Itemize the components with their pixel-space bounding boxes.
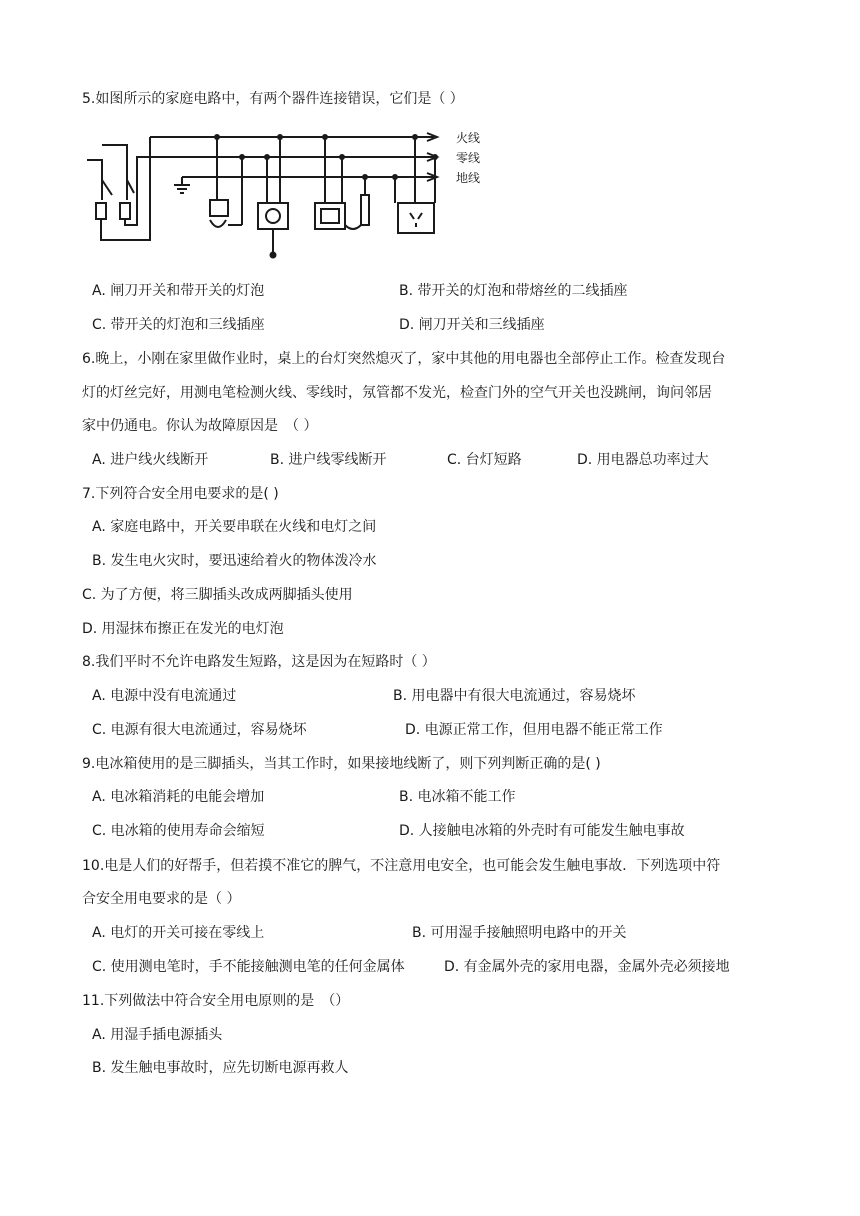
q7-option-c[interactable]: C. 为了方便，将三脚插头改成两脚插头使用: [82, 587, 353, 603]
q6-option-b[interactable]: B. 进户线零线断开: [270, 452, 387, 468]
q9-option-a[interactable]: A. 电冰箱消耗的电能会增加: [92, 789, 265, 805]
q6-option-a[interactable]: A. 进户线火线断开: [92, 452, 209, 468]
q7-option-b[interactable]: B. 发生电火灾时，要迅速给着火的物体泼冷水: [92, 553, 377, 569]
household-circuit-diagram: [82, 125, 502, 265]
q10-option-a[interactable]: A. 电灯的开关可接在零线上: [92, 925, 265, 941]
neutral-wire-label: 零线: [456, 151, 481, 165]
q10-option-d[interactable]: D. 有金属外壳的家用电器，金属外壳必须接地: [444, 959, 730, 975]
q9-option-b[interactable]: B. 电冰箱不能工作: [399, 789, 516, 805]
q8-option-b[interactable]: B. 用电器中有很大电流通过，容易烧坏: [393, 688, 636, 704]
q6-option-c[interactable]: C. 台灯短路: [447, 452, 522, 468]
question-9-stem: 9.电冰箱使用的是三脚插头，当其工作时，如果接地线断了，则下列判断正确的是( ): [82, 756, 601, 772]
question-8-stem: 8.我们平时不允许电路发生短路，这是因为在短路时（ ）: [82, 654, 436, 670]
q5-option-d[interactable]: D. 闸刀开关和三线插座: [399, 317, 545, 333]
q11-option-a[interactable]: A. 用湿手插电源插头: [92, 1027, 223, 1043]
question-5-stem: 5.如图所示的家庭电路中，有两个器件连接错误，它们是（ ）: [82, 91, 464, 107]
question-10-stem-line-1: 10.电是人们的好帮手，但若摸不准它的脾气，不注意用电安全，也可能会发生触电事故．下列选项中符: [82, 858, 721, 874]
question-6-stem-line-3: 家中仍通电。你认为故障原因是 （ ）: [82, 418, 318, 434]
q6-option-d[interactable]: D. 用电器总功率过大: [577, 452, 709, 468]
question-6-stem-line-2: 灯的灯丝完好，用测电笔检测火线、零线时，氖管都不发光，检查门外的空气开关也没跳闸，询问邻居: [82, 385, 712, 401]
question-11-stem: 11.下列做法中符合安全用电原则的是 （）: [82, 993, 350, 1009]
q9-option-c[interactable]: C. 电冰箱的使用寿命会缩短: [92, 823, 265, 839]
live-wire-label: 火线: [456, 131, 481, 145]
question-6-stem-line-1: 6.晚上，小刚在家里做作业时，桌上的台灯突然熄灭了，家中其他的用电器也全部停止工作。检查发现台: [82, 351, 726, 367]
q10-option-c[interactable]: C. 使用测电笔时，手不能接触测电笔的任何金属体: [92, 959, 405, 975]
q8-option-c[interactable]: C. 电源有很大电流通过，容易烧坏: [92, 722, 307, 738]
q7-option-a[interactable]: A. 家庭电路中，开关要串联在火线和电灯之间: [92, 519, 377, 535]
q5-option-c[interactable]: C. 带开关的灯泡和三线插座: [92, 317, 265, 333]
question-7-stem: 7.下列符合安全用电要求的是( ): [82, 486, 279, 502]
question-10-stem-line-2: 合安全用电要求的是（ ）: [82, 891, 241, 907]
ground-wire-label: 地线: [456, 171, 481, 185]
q5-option-b[interactable]: B. 带开关的灯泡和带熔丝的二线插座: [399, 283, 628, 299]
q8-option-a[interactable]: A. 电源中没有电流通过: [92, 688, 237, 704]
q10-option-b[interactable]: B. 可用湿手接触照明电路中的开关: [412, 925, 627, 941]
q8-option-d[interactable]: D. 电源正常工作，但用电器不能正常工作: [405, 722, 663, 738]
q9-option-d[interactable]: D. 人接触电冰箱的外壳时有可能发生触电事故: [399, 823, 685, 839]
q5-option-a[interactable]: A. 闸刀开关和带开关的灯泡: [92, 283, 265, 299]
q7-option-d[interactable]: D. 用湿抹布擦正在发光的电灯泡: [82, 621, 284, 637]
q11-option-b[interactable]: B. 发生触电事故时，应先切断电源再救人: [92, 1060, 349, 1076]
